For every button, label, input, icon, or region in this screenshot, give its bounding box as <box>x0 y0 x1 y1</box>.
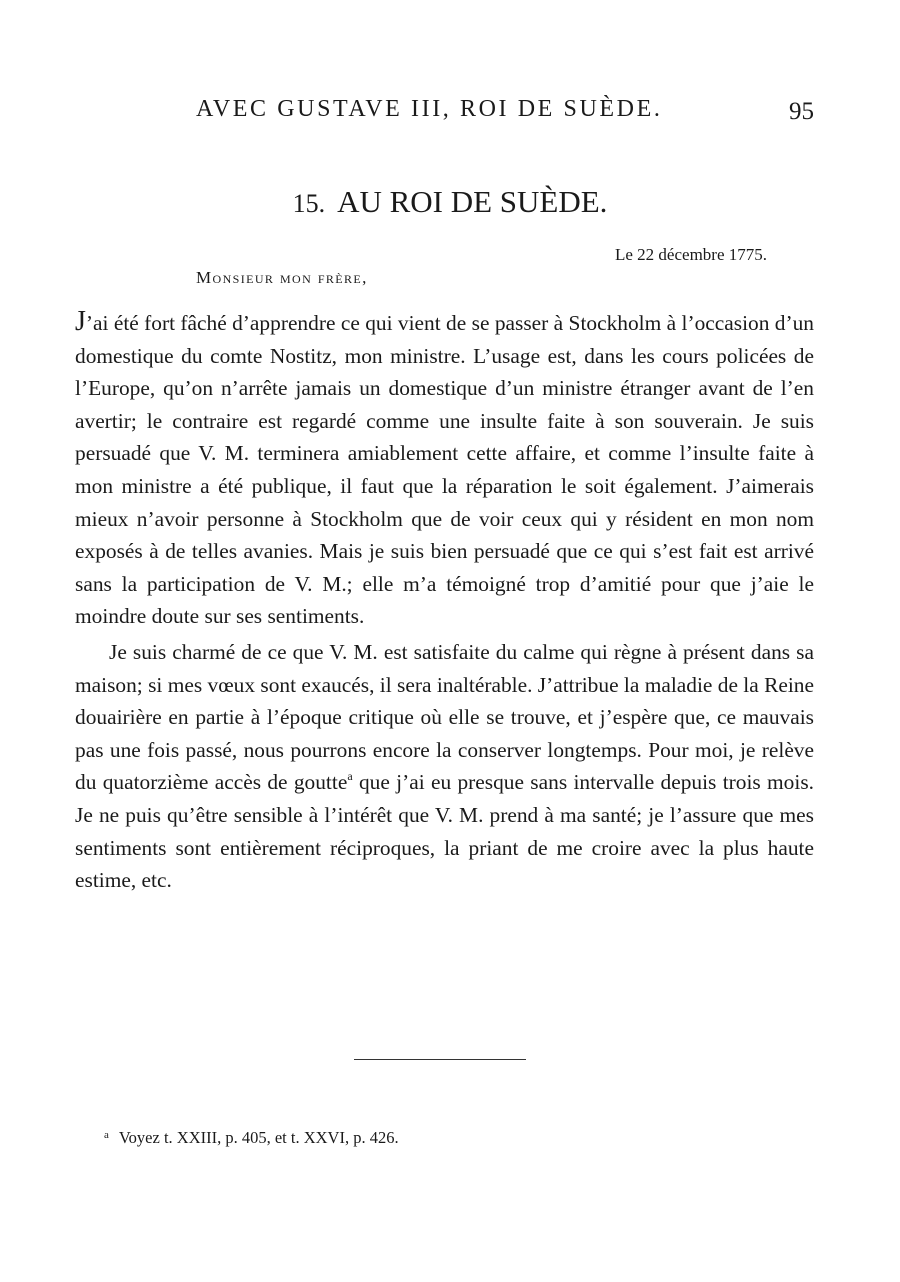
page-number: 95 <box>789 98 814 125</box>
drop-cap: J <box>75 306 86 337</box>
paragraph-1-text: ’ai été fort fâché d’apprendre ce qui vient de se passer à Stockholm à l’occasion d’un domestique du comte Nostitz, mon ministre. L’usage est, dans les cours policées de l’Europe, qu’on n’arrête jamais un domestique d’un ministre étranger avant de l’en avertir; le contraire est regardé comme une insulte faite à son souverain. Je suis persuadé que V. M. terminera amiablement cette affaire, et comme l’insulte faite à mon ministre a été publique, il faut que la réparation le soit également. J’aimerais mieux n’avoir personne à Stockholm que de voir ceux qui y résident en mon nom exposés à de telles avanies. Mais je suis bien persuadé que ce qui s’est fait est arrivé sans la participation de V. M.; elle m’a témoigné trop d’amitié pour que j’aie le moindre doute sur ses sentiments. <box>75 311 814 629</box>
running-title: AVEC GUSTAVE III, ROI DE SUÈDE. <box>196 96 663 122</box>
footnote-reference: a <box>347 769 353 784</box>
paragraph-2-text-end: que j’ai eu presque sans intervalle depuis trois mois. Je ne puis qu’être sensible à l’intérêt que V. M. prend à ma santé; je l’assure que mes sentiments sont entièrement réciproques, la priant de me croire avec la plus haute estime, etc. <box>75 770 814 893</box>
paragraph-2 <box>75 636 814 897</box>
footnote-separator-rule <box>354 1059 526 1060</box>
footnote-text: Voyez t. XXIII, p. 405, et t. XXVI, p. 426. <box>118 1128 399 1147</box>
letter-date: Le 22 décembre 1775. <box>615 245 767 264</box>
letter-title: AU ROI DE SUÈDE. <box>337 184 608 219</box>
paragraph-1 <box>75 307 814 633</box>
salutation: Monsieur mon frère, <box>196 268 368 287</box>
running-header <box>0 96 900 130</box>
paragraph-2-text-start: Je suis charmé de ce que V. M. est satisfaite du calme qui règne à présent dans sa maison; si mes vœux sont exaucés, il sera inaltérable. J’attribue la maladie de la Reine douairière en partie à l’époque critique où elle se trouve, et j’espère que, ce mauvais pas une fois passé, nous pourrons encore la conserver longtemps. Pour moi, je relève du quatorzième accès de goutte <box>75 639 814 795</box>
letter-body <box>75 307 814 897</box>
footnote-label: a <box>104 1129 109 1141</box>
footnote <box>104 1128 399 1148</box>
letter-number: 15. <box>292 189 326 218</box>
letter-heading <box>0 184 900 220</box>
